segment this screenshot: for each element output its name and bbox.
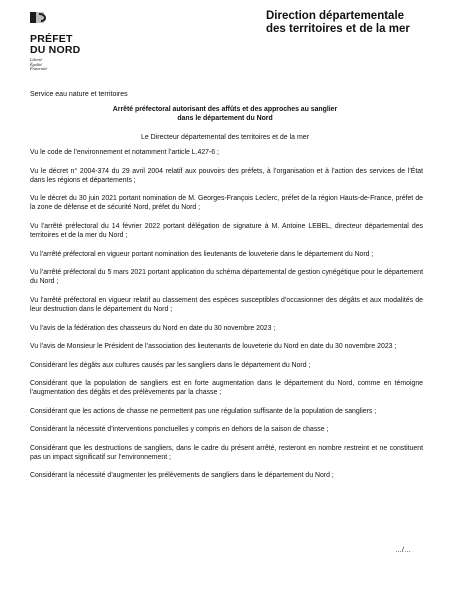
clause-vu-code-environnement: Vu le code de l’environnement et notamment l’article L.427-6 ; <box>30 149 219 156</box>
logo-line-prefet: PRÉFET <box>30 33 73 45</box>
decree-title-line-2: dans le département du Nord <box>177 114 273 122</box>
clause-considerant-interventions: Considérant la nécessité d’interventions ponctuelles y compris en dehors de la saison de chasse ; <box>30 426 329 434</box>
clause-vu-decret-2004: Vu le décret n° 2004-374 du 29 avril 2004 relatif aux pouvoirs des préfets, à l’organisation et à l’action des services de l’État dans les régions et départements ; <box>30 167 423 184</box>
clause-vu-decret-2021: Vu le décret du 30 juin 2021 portant nomination de M. Georges-François Leclerc, préfet de la région Hauts-de-France, préfet de la zone de défense et de sécurité Nord, préfet du Nord ; <box>30 195 423 212</box>
direction-heading <box>266 10 431 36</box>
clause-vu-schema-cynegetique: Vu l’arrêté préfectoral du 5 mars 2021 portant application du schéma départemental de gestion cynégétique pour le département du Nord ; <box>30 269 423 286</box>
marianne-emblem-icon <box>30 12 50 23</box>
motto-fraternite: Fraternité <box>30 66 48 72</box>
republic-motto <box>30 58 100 72</box>
continuation-mark: …/… <box>395 547 411 554</box>
decree-title-line-1: Arrêté préfectoral autorisant des affûts et des approches au sanglier <box>112 106 338 113</box>
clause-considerant-regulation: Considérant que les actions de chasse ne permettent pas une régulation suffisante de la population de sangliers ; <box>30 407 377 415</box>
clause-considerant-prelevements: Considérant la nécessité d’augmenter les prélèvements de sangliers dans le département du Nord ; <box>30 472 334 480</box>
authority-line: Le Directeur départemental des territoires et de la mer <box>140 134 310 141</box>
direction-line-2: des territoires et de la mer <box>266 23 410 35</box>
clause-vu-avis-association: Vu l’avis de Monsieur le Président de l’association des lieutenants de louveterie du Nord en date du 30 novembre 2023 ; <box>30 343 397 351</box>
clause-vu-especes-nuisibles: Vu l’arrêté préfectoral en vigueur relatif au classement des espèces susceptibles d’occasionner des dégâts et aux modalités de leur destruction dans le département du Nord ; <box>30 296 423 314</box>
clauses-list <box>30 148 423 490</box>
clause-considerant-population: Considérant que la population de sangliers est en forte augmentation dans le département du Nord, comme en témoigne l’augmentation des dégâts et des prélèvements par la chasse ; <box>30 380 423 397</box>
clause-vu-avis-federation: Vu l’avis de la fédération des chasseurs du Nord en date du 30 novembre 2023 ; <box>30 324 276 332</box>
motto-liberte: Liberté <box>30 57 43 62</box>
clause-vu-lieutenants-louveterie: Vu l’arrêté préfectoral en vigueur portant nomination des lieutenants de louveterie dans le département du Nord ; <box>30 250 374 258</box>
direction-line-1: Direction départementale <box>266 10 405 22</box>
prefet-logo <box>30 12 100 82</box>
motto-egalite: Égalité <box>30 61 43 67</box>
clause-considerant-destructions: Considérant que les destructions de sangliers, dans le cadre du présent arrêté, resteront en nombre restreint et ne constituent pas un impact significatif sur l’environnement ; <box>30 444 423 461</box>
logo-line-du-nord: DU NORD <box>30 44 81 56</box>
clause-vu-delegation-signature: Vu l’arrêté préfectoral du 14 février 2022 portant délégation de signature à M. Antoine LEBEL, directeur départemental des territoires et de la mer du Nord ; <box>30 222 423 240</box>
decree-title <box>30 106 420 123</box>
clause-considerant-degats: Considérant les dégâts aux cultures causés par les sangliers dans le département du Nord ; <box>30 361 311 369</box>
service-name: Service eau nature et territoires <box>30 91 128 98</box>
